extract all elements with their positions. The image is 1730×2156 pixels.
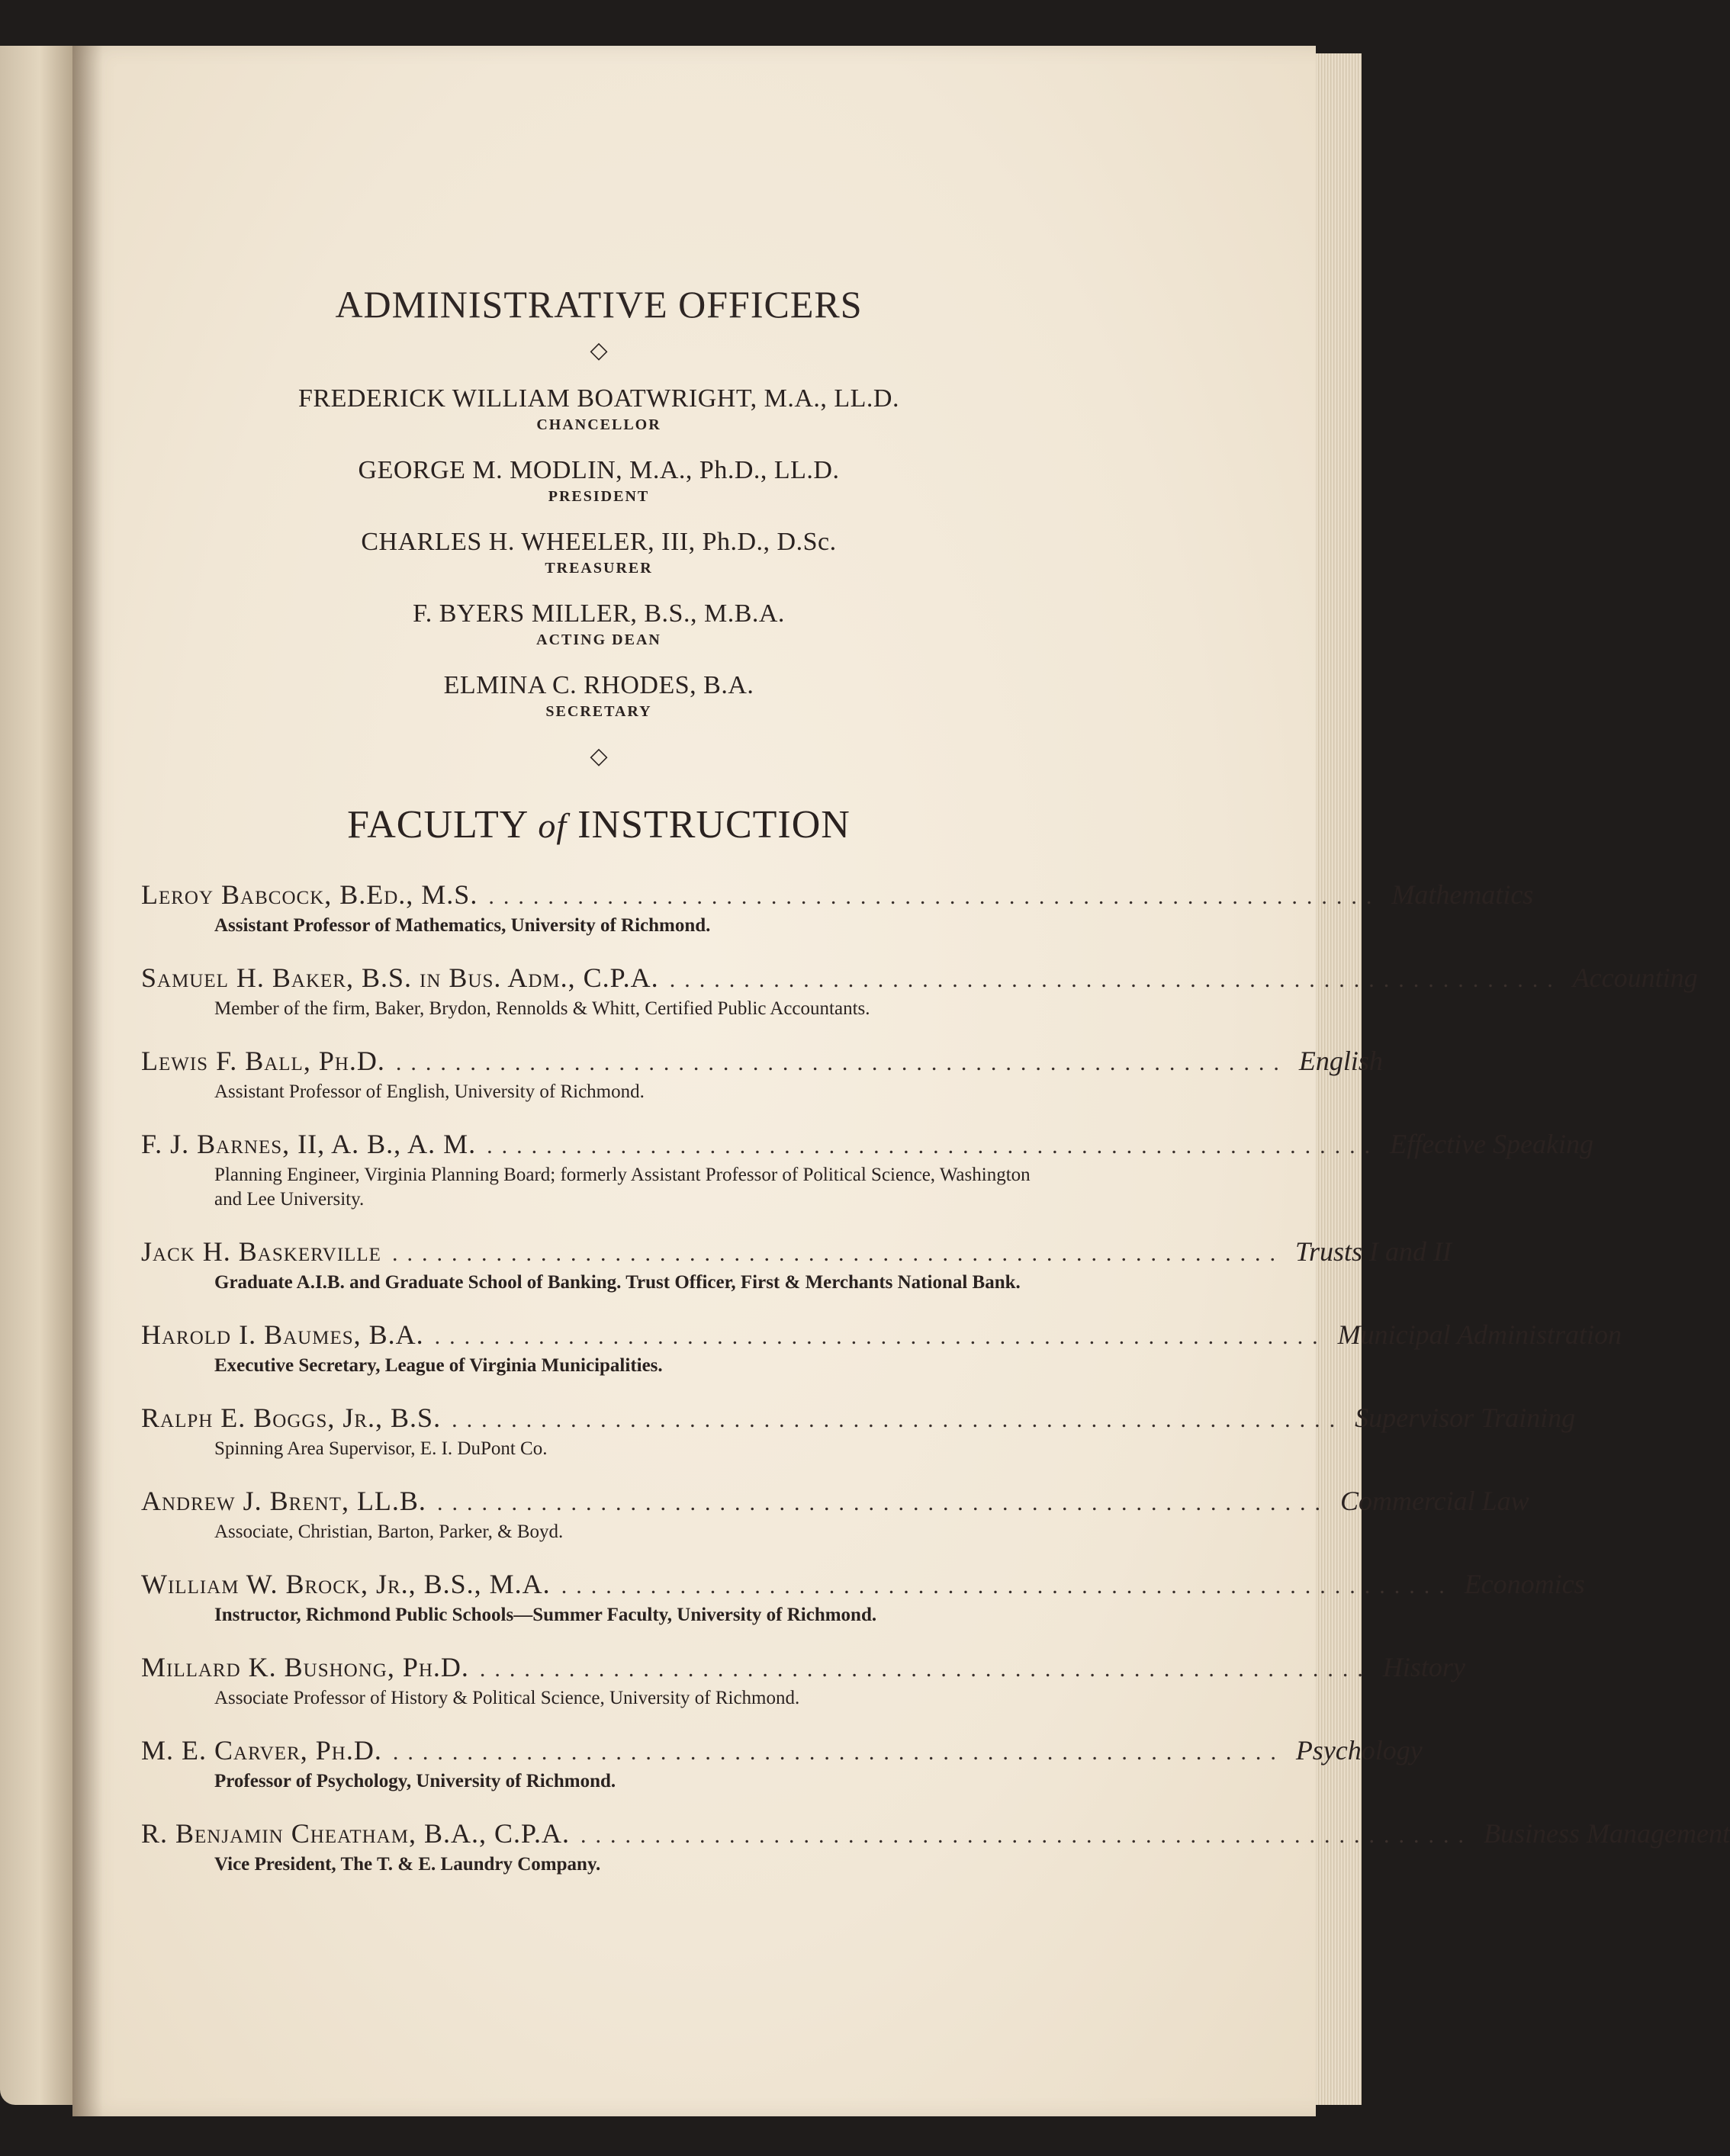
faculty-description: Graduate A.I.B. and Graduate School of Banking. Trust Officer, First & Merchants National Bank. <box>214 1272 1021 1293</box>
dot-leader: ............................................................ <box>434 1324 1327 1349</box>
faculty-entry <box>141 1733 1423 1794</box>
faculty-entry <box>141 1567 1585 1627</box>
dot-leader: ............................................................ <box>580 1823 1474 1848</box>
faculty-name: Lewis F. Ball, Ph.D. <box>141 1046 385 1076</box>
faculty-subject: Trusts I and II <box>1294 1236 1452 1267</box>
faculty-subject: Mathematics <box>1391 879 1534 910</box>
officer-name: FREDERICK WILLIAM BOATWRIGHT, M.A., LL.D. <box>298 384 899 413</box>
faculty-subject: Accounting <box>1572 962 1698 993</box>
dot-leader: ............................................................ <box>669 967 1562 992</box>
faculty-description: Associate, Christian, Barton, Parker, & Boyd. <box>214 1521 564 1542</box>
faculty-entry <box>141 1484 1529 1544</box>
faculty-description: Member of the firm, Baker, Brydon, Rennolds & Whitt, Certified Public Accountants. <box>214 998 870 1019</box>
faculty-entry <box>141 961 1698 1021</box>
faculty-entry <box>141 1044 1383 1104</box>
officer-entry <box>141 455 1056 506</box>
faculty-heading <box>141 802 1056 847</box>
faculty-description: Assistant Professor of Mathematics, University of Richmond. <box>214 915 711 936</box>
faculty-subject: Commercial Law <box>1339 1486 1529 1516</box>
gutter-shadow <box>72 46 103 2116</box>
faculty-subject: Municipal Administration <box>1337 1319 1622 1350</box>
faculty-subject: Supervisor Training <box>1355 1403 1576 1433</box>
faculty-name: R. Benjamin Cheatham, B.A., C.P.A. <box>141 1818 571 1849</box>
officer-title: SECRETARY <box>545 703 652 720</box>
faculty-heading-word: INSTRUCTION <box>577 803 851 847</box>
faculty-subject: Effective Speaking <box>1390 1129 1594 1159</box>
faculty-description: Professor of Psychology, University of Richmond. <box>214 1771 616 1791</box>
dot-leader: ............................................................ <box>487 1133 1380 1158</box>
diamond-ornament-icon: ◇ <box>590 338 608 363</box>
dot-leader: ............................................................ <box>479 1656 1372 1682</box>
diamond-ornament-icon: ◇ <box>590 744 608 769</box>
faculty-subject: Psychology <box>1295 1735 1423 1766</box>
dot-leader: ............................................................ <box>561 1573 1454 1599</box>
dot-leader: ............................................................ <box>452 1407 1345 1432</box>
faculty-entry <box>141 1127 1594 1212</box>
officer-name: F. BYERS MILLER, B.S., M.B.A. <box>413 599 785 628</box>
faculty-subject: English <box>1298 1046 1383 1076</box>
officer-title: CHANCELLOR <box>536 416 661 433</box>
faculty-description: Instructor, Richmond Public Schools—Summer Faculty, University of Richmond. <box>214 1605 877 1625</box>
faculty-entry <box>141 1318 1622 1378</box>
officer-entry <box>141 598 1056 650</box>
faculty-subject: Business Management <box>1484 1818 1730 1849</box>
officer-name: GEORGE M. MODLIN, M.A., Ph.D., LL.D. <box>358 456 840 484</box>
dot-leader: ............................................................ <box>436 1490 1330 1515</box>
dot-leader: ............................................................ <box>488 884 1381 909</box>
faculty-heading-of: of <box>538 806 568 845</box>
faculty-entry <box>141 1235 1452 1295</box>
officer-name: ELMINA C. RHODES, B.A. <box>443 671 754 699</box>
faculty-entry <box>141 1817 1730 1877</box>
faculty-entry <box>141 1401 1576 1461</box>
faculty-list <box>141 878 1730 1877</box>
officer-title: PRESIDENT <box>548 488 650 505</box>
faculty-name: F. J. Barnes, II, A. B., A. M. <box>141 1129 477 1159</box>
faculty-description: Planning Engineer, Virginia Planning Board; formerly Assistant Professor of Political Science, Washington and Lee University. <box>214 1165 1031 1210</box>
officer-name: CHARLES H. WHEELER, III, Ph.D., D.Sc. <box>361 528 837 556</box>
previous-page-edge <box>0 46 72 2105</box>
faculty-subject: Economics <box>1464 1569 1585 1599</box>
faculty-name: Jack H. Baskerville <box>141 1236 381 1267</box>
faculty-name: Andrew J. Brent, LL.B. <box>141 1486 426 1516</box>
dot-leader: ............................................................ <box>395 1050 1288 1075</box>
faculty-name: Millard K. Bushong, Ph.D. <box>141 1652 469 1682</box>
officer-entry <box>141 526 1056 578</box>
admin-heading: ADMINISTRATIVE OFFICERS <box>335 283 863 326</box>
faculty-name: Samuel H. Baker, B.S. in Bus. Adm., C.P.A. <box>141 962 659 993</box>
dot-leader: ............................................................ <box>392 1740 1285 1765</box>
faculty-entry <box>141 1650 1465 1711</box>
faculty-subject: History <box>1382 1652 1465 1682</box>
faculty-name: Leroy Babcock, B.Ed., M.S. <box>141 879 478 910</box>
faculty-description: Vice President, The T. & E. Laundry Company. <box>214 1854 601 1875</box>
faculty-description: Spinning Area Supervisor, E. I. DuPont Co. <box>214 1438 548 1459</box>
officer-title: ACTING DEAN <box>536 631 661 648</box>
page-content <box>141 282 1730 1900</box>
dot-leader: ............................................................ <box>391 1241 1285 1266</box>
officer-entry <box>141 670 1056 721</box>
officer-entry <box>141 383 1056 435</box>
faculty-description: Executive Secretary, League of Virginia Municipalities. <box>214 1355 663 1376</box>
faculty-entry <box>141 878 1534 938</box>
faculty-description: Assistant Professor of English, University of Richmond. <box>214 1081 645 1102</box>
faculty-heading-word: FACULTY <box>347 803 528 847</box>
officer-title: TREASURER <box>545 560 653 577</box>
faculty-name: M. E. Carver, Ph.D. <box>141 1735 382 1766</box>
page-stack-edges <box>1316 53 1362 2105</box>
faculty-name: Ralph E. Boggs, Jr., B.S. <box>141 1403 442 1433</box>
faculty-description: Associate Professor of History & Political Science, University of Richmond. <box>214 1688 800 1708</box>
faculty-name: William W. Brock, Jr., B.S., M.A. <box>141 1569 551 1599</box>
faculty-name: Harold I. Baumes, B.A. <box>141 1319 424 1350</box>
